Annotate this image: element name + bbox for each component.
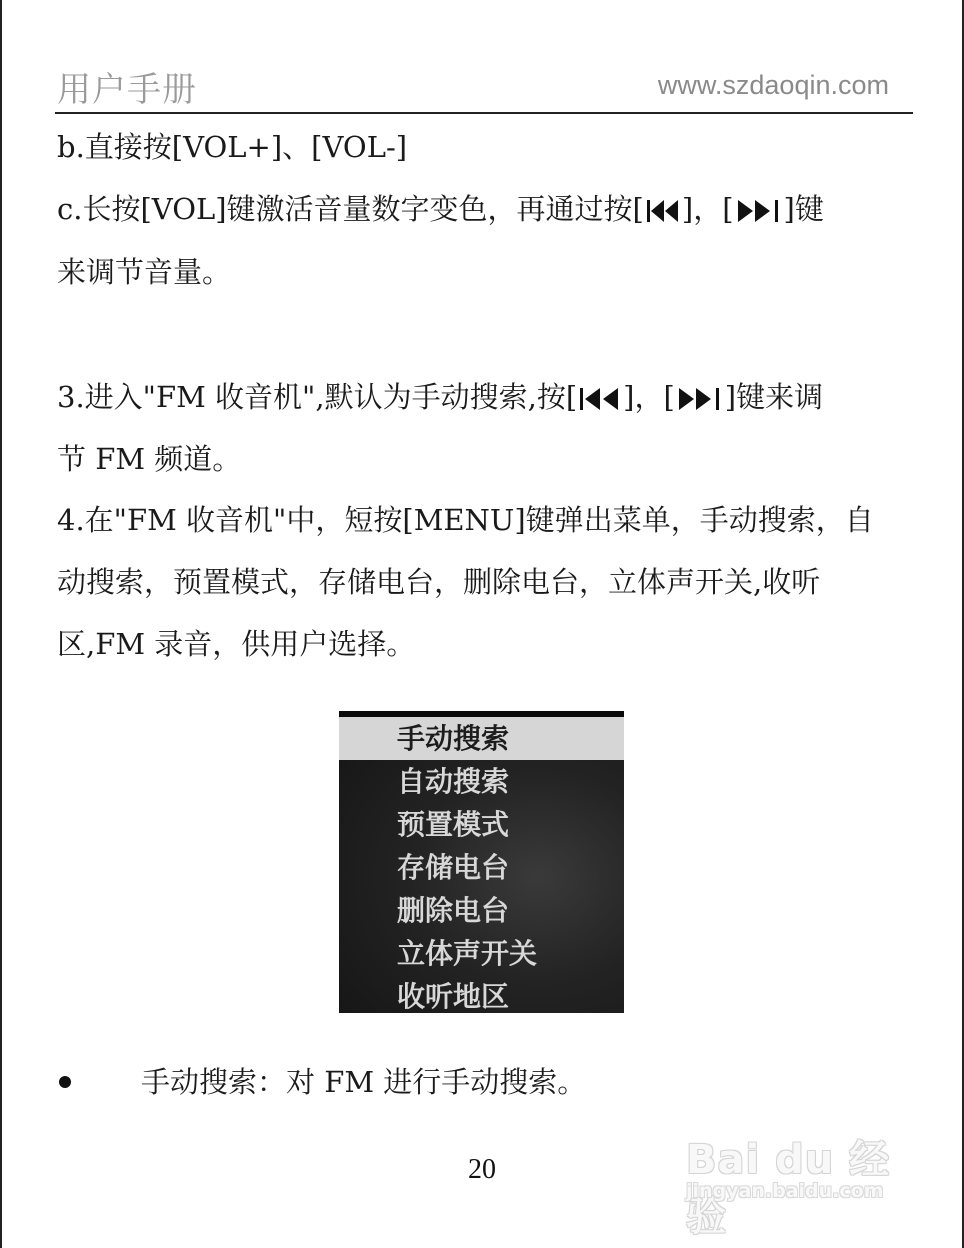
page-number: 20: [468, 1154, 496, 1185]
body-line-c1-b: ]，[: [681, 192, 734, 226]
body-line-c1-c: ]键: [783, 192, 824, 226]
watermark-brand: Bai du 经验: [686, 1137, 891, 1240]
menu-item-reception-region[interactable]: 收听地区: [397, 980, 510, 1013]
skip-back-icon: [645, 196, 681, 226]
bullet-text: 手动搜索：对 FM 进行手动搜索。: [141, 1065, 587, 1099]
body-line-c1-a: c.长按[VOL]键激活音量数字变色，再通过按[: [57, 192, 644, 226]
menu-item-stereo-switch[interactable]: 立体声开关: [397, 937, 538, 970]
body-line-4c: 区,FM 录音，供用户选择。: [57, 627, 416, 661]
body-line-3a-c: ]键来调: [724, 380, 824, 414]
body-line-b: b.直接按[VOL+]、[VOL-]: [57, 130, 408, 164]
body-line-c1: [57, 189, 824, 229]
body-line-3a-a: 3.进入"FM 收音机",默认为手动搜索,按[: [57, 380, 578, 414]
body-line-c2: 来调节音量。: [57, 255, 232, 289]
body-line-4a: 4.在"FM 收音机"中，短按[MENU]键弹出菜单，手动搜索，自: [57, 503, 874, 537]
watermark-url: jingyan.baidu.com: [686, 1180, 884, 1202]
bullet-point: [59, 1076, 71, 1088]
header-divider: [55, 112, 913, 114]
skip-forward-icon: [735, 196, 783, 226]
header-title: 用户手册: [57, 70, 197, 110]
page-border-left: [0, 0, 2, 1248]
menu-item-manual-search[interactable]: 手动搜索: [339, 717, 624, 760]
skip-back-icon: [578, 384, 622, 414]
menu-item-preset-mode[interactable]: 预置模式: [397, 808, 510, 841]
body-line-3b: 节 FM 频道。: [57, 442, 242, 476]
menu-item-save-station[interactable]: 存储电台: [397, 851, 510, 884]
menu-item-auto-search[interactable]: 自动搜索: [397, 765, 510, 798]
menu-item-delete-station[interactable]: 删除电台: [397, 894, 510, 927]
body-line-4b: 动搜索，预置模式，存储电台，删除电台，立体声开关,收听: [57, 565, 821, 599]
skip-forward-icon: [676, 384, 724, 414]
fm-menu-screenshot: [339, 711, 624, 1013]
header-url: www.szdaoqin.com: [657, 70, 889, 100]
body-line-3a: [57, 377, 823, 417]
baidu-jingyan-watermark: [686, 1128, 906, 1240]
body-line-3a-b: ]，[: [623, 380, 675, 414]
